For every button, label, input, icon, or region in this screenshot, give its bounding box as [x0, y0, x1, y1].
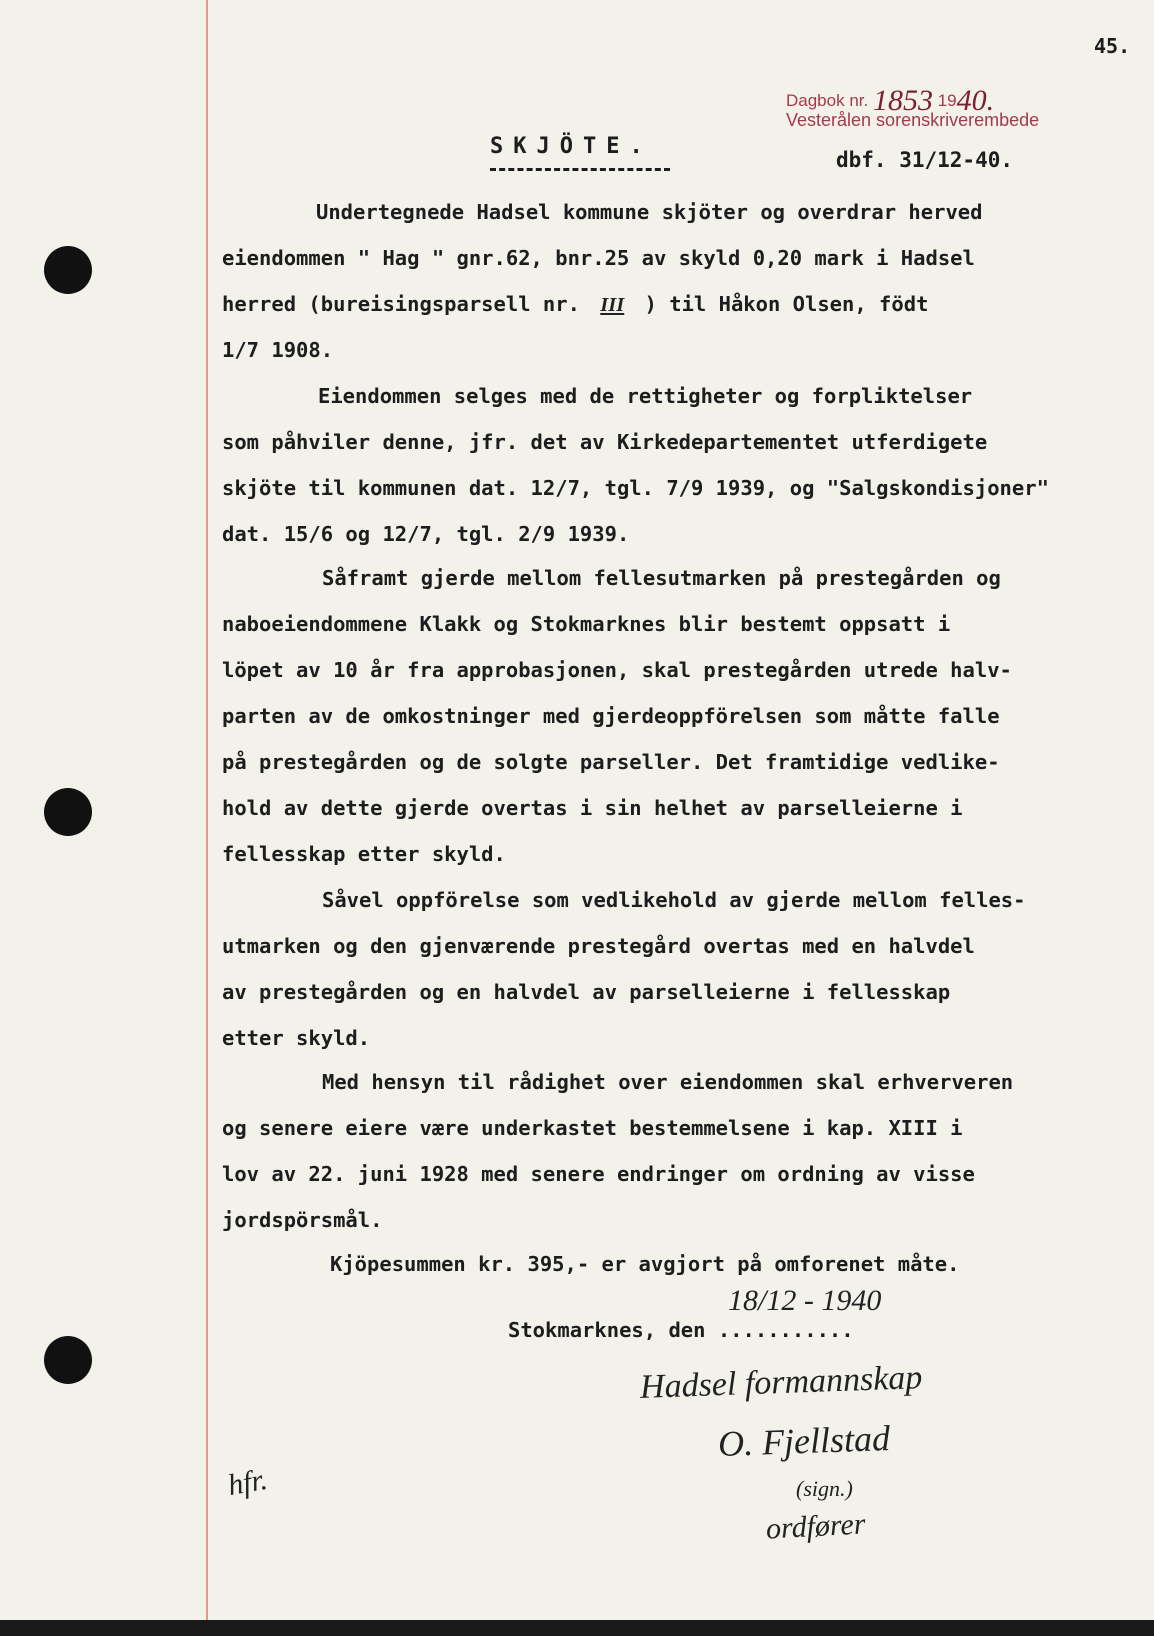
- title-underline: [490, 168, 670, 171]
- document-title: SKJÖTE.: [490, 134, 653, 159]
- signature-name: O. Fjellstad: [717, 1418, 891, 1464]
- body-line: som påhviler denne, jfr. det av Kirkedepartementet utferdigete: [222, 430, 988, 454]
- stamp-number: 1853: [872, 84, 933, 117]
- body-line: löpet av 10 år fra approbasjonen, skal prestegården utrede halv-: [222, 658, 1012, 682]
- body-line: dat. 15/6 og 12/7, tgl. 2/9 1939.: [222, 522, 630, 546]
- stamp-office: Vesterålen sorenskriverembede: [786, 110, 1040, 130]
- punch-hole: [44, 246, 92, 294]
- body-line: hold av dette gjerde overtas i sin helhet av parselleierne i: [222, 796, 963, 820]
- date-place: Stokmarknes, den: [508, 1318, 706, 1342]
- body-line: Med hensyn til rådighet over eiendommen skal erhververen: [322, 1070, 1014, 1094]
- body-line: Såframt gjerde mellom fellesutmarken på prestegården og: [322, 566, 1001, 590]
- signature-line: Hadsel formannskap: [639, 1359, 923, 1406]
- body-line: 1/7 1908.: [222, 338, 334, 362]
- body-line: av prestegården og en halvdel av parselleierne i fellesskap: [222, 980, 951, 1004]
- body-line: Eiendommen selges med de rettigheter og forpliktelser: [318, 384, 973, 408]
- page-number: 45.: [1094, 34, 1131, 58]
- body-text: herred (bureisingsparsell nr.: [222, 292, 580, 316]
- punch-hole: [44, 788, 92, 836]
- dbf-date: dbf. 31/12-40.: [836, 148, 1014, 172]
- punch-hole: [44, 1336, 92, 1384]
- handwritten-date: 18/12 - 1940: [728, 1284, 882, 1317]
- body-line: lov av 22. juni 1928 med senere endringer om ordning av visse: [222, 1162, 975, 1186]
- stamp-year-prefix: 19: [937, 91, 957, 110]
- journal-stamp: [786, 80, 995, 117]
- body-line: naboeiendommene Klakk og Stokmarknes blir bestemt oppsatt i: [222, 612, 951, 636]
- stamp-year-suffix: 40.: [956, 84, 995, 117]
- body-line: jordspörsmål.: [222, 1208, 383, 1232]
- date-dots: ...........: [717, 1318, 854, 1342]
- body-line: og senere eiere være underkastet bestemmelsene i kap. XIII i: [222, 1116, 963, 1140]
- signature-note: (sign.): [796, 1476, 853, 1501]
- body-line: [222, 290, 928, 319]
- margin-rule: [206, 0, 208, 1620]
- body-line: eiendommen " Hag " gnr.62, bnr.25 av skyld 0,20 mark i Hadsel: [222, 246, 975, 270]
- stamp-prefix: Dagbok nr.: [786, 91, 869, 110]
- signature-title: ordfører: [765, 1507, 867, 1546]
- body-line: Såvel oppförelse som vedlikehold av gjerde mellom felles-: [322, 888, 1026, 912]
- body-line: skjöte til kommunen dat. 12/7, tgl. 7/9 1939, og "Salgskondisjoner": [222, 476, 1049, 500]
- body-line: Undertegnede Hadsel kommune skjöter og overdrar herved: [316, 200, 983, 224]
- body-line: utmarken og den gjenværende prestegård overtas med en halvdel: [222, 934, 975, 958]
- body-line: Kjöpesummen kr. 395,- er avgjort på omforenet måte.: [330, 1252, 960, 1276]
- body-line: fellesskap etter skyld.: [222, 842, 506, 866]
- parcel-number: III: [600, 294, 625, 316]
- date-line: [508, 1316, 854, 1344]
- body-line: etter skyld.: [222, 1026, 371, 1050]
- body-text: ) til Håkon Olsen, födt: [644, 292, 929, 316]
- body-line: parten av de omkostninger med gjerdeoppförelsen som måtte falle: [222, 704, 1000, 728]
- body-line: på prestegården og de solgte parseller. Det framtidige vedlike-: [222, 750, 1000, 774]
- initials: hfr.: [225, 1462, 270, 1503]
